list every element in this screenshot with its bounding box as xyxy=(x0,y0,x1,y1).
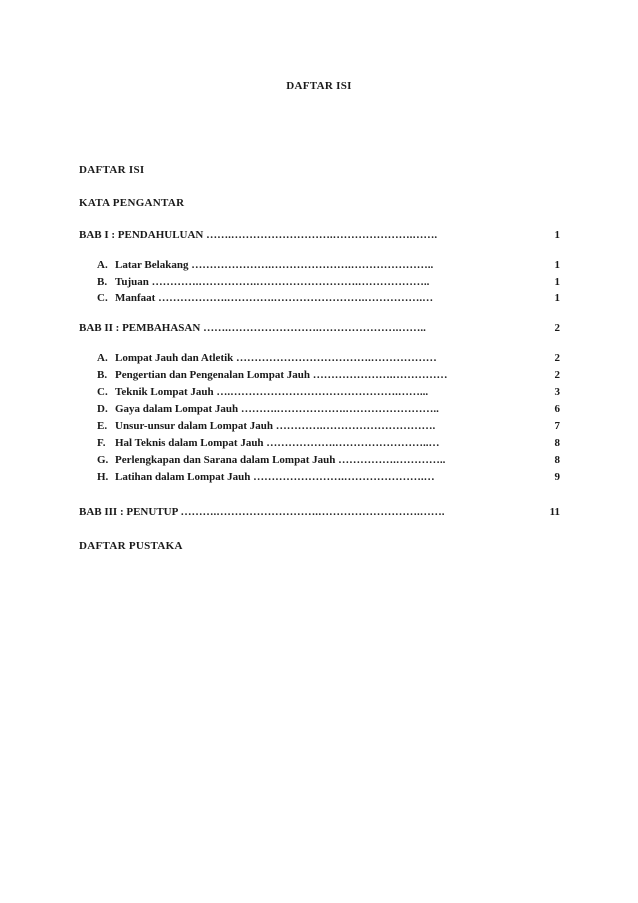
toc-letter: G. xyxy=(97,454,109,466)
toc-entry-label: Latar Belakang ………………….………………….………………….. xyxy=(115,259,434,271)
toc-entry-label: Tujuan ………….…………….……………………….……………….. xyxy=(115,276,430,288)
toc-page-number: 1 xyxy=(554,259,560,271)
toc-entry-label: Latihan dalam Lompat Jauh …………………….………………….… xyxy=(115,471,435,483)
toc-letter: C. xyxy=(97,292,108,304)
toc-entry-label: BAB I : PENDAHULUAN …….……………………….………………….……. xyxy=(79,229,438,241)
toc-letter: A. xyxy=(97,352,108,364)
toc-page-number: 6 xyxy=(554,403,560,415)
heading-daftar-pustaka: DAFTAR PUSTAKA xyxy=(79,540,183,552)
toc-page-number: 1 xyxy=(554,292,560,304)
toc-page-number: 2 xyxy=(554,369,560,381)
toc-page-number: 8 xyxy=(554,437,560,449)
toc-letter: B. xyxy=(97,276,108,288)
toc-page-number: 3 xyxy=(554,386,560,398)
toc-letter: B. xyxy=(97,369,108,381)
heading-kata-pengantar: KATA PENGANTAR xyxy=(79,197,185,209)
toc-entry-label: BAB III : PENUTUP ……….……………………….……………………….……. xyxy=(79,506,445,518)
toc-entry-label: Manfaat ……………….………….…………………….…………….… xyxy=(115,292,434,304)
toc-letter: E. xyxy=(97,420,108,432)
toc-letter: A. xyxy=(97,259,108,271)
toc-page-number: 2 xyxy=(554,322,560,334)
toc-entry-label: Teknik Lompat Jauh ….……………………………………….……... xyxy=(115,386,429,398)
toc-entry-label: Lompat Jauh dan Atletik ……………………………….……………… xyxy=(115,352,437,364)
toc-letter: C. xyxy=(97,386,108,398)
toc-page-number: 2 xyxy=(554,352,560,364)
toc-page-number: 7 xyxy=(554,420,560,432)
page-title: DAFTAR ISI xyxy=(286,80,352,92)
toc-letter: F. xyxy=(97,437,106,449)
toc-page-number: 1 xyxy=(554,229,560,241)
heading-daftar-isi: DAFTAR ISI xyxy=(79,164,145,176)
toc-letter: D. xyxy=(97,403,108,415)
toc-page-number: 8 xyxy=(554,454,560,466)
toc-entry-label: Gaya dalam Lompat Jauh ……….……………….…………………….. xyxy=(115,403,439,415)
toc-page-number: 1 xyxy=(554,276,560,288)
toc-page-number: 9 xyxy=(554,471,560,483)
toc-entry-label: Unsur-unsur dalam Lompat Jauh ………….…………………………. xyxy=(115,420,436,432)
toc-page-number: 11 xyxy=(549,506,560,518)
toc-letter: H. xyxy=(97,471,109,483)
toc-entry-label: Pengertian dan Pengenalan Lompat Jauh ………………….…………… xyxy=(115,369,448,381)
toc-entry-label: BAB II : PEMBAHASAN …….…………………….………………….…….. xyxy=(79,322,426,334)
toc-entry-label: Hal Teknis dalam Lompat Jauh ……………….……………………..… xyxy=(115,437,440,449)
toc-entry-label: Perlengkapan dan Sarana dalam Lompat Jauh …………….………….. xyxy=(115,454,446,466)
